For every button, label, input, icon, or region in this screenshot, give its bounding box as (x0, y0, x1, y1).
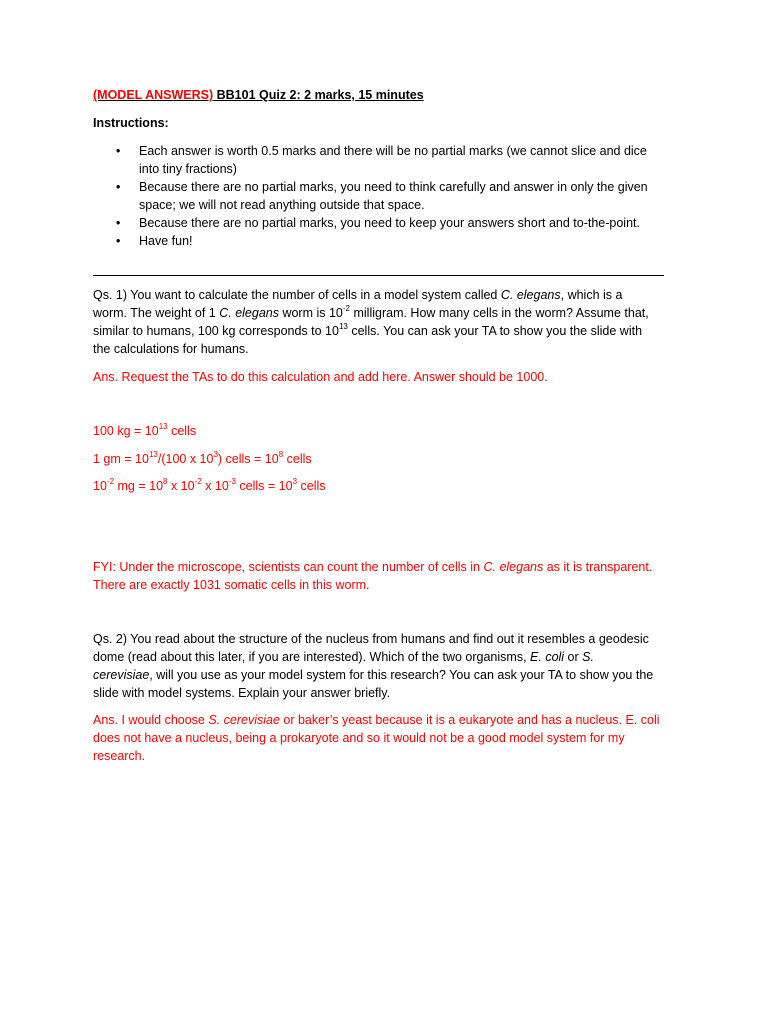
q1-fyi-line-1 (93, 558, 652, 576)
instruction-item-1-line-2: into tiny fractions) (139, 162, 237, 176)
horizontal-rule (93, 275, 664, 276)
species-name: S. (582, 650, 594, 664)
exponent: 8 (163, 476, 168, 486)
species-name: E. coli (530, 650, 565, 664)
q1-answer: Ans. Request the TAs to do this calculation and add here. Answer should be 1000. (93, 370, 548, 384)
q2-line-2 (93, 648, 594, 666)
text: cells (283, 452, 312, 466)
text: cells. You can ask your TA to show you the slide with (347, 324, 643, 338)
text: cells = 10 (235, 479, 293, 493)
quiz-title (93, 86, 424, 104)
exponent: 8 (278, 449, 284, 459)
bullet-icon: • (116, 234, 121, 248)
model-answers-label: (MODEL ANSWERS) (93, 88, 214, 102)
instruction-item-2-line-2: space; we will not read anything outside that space. (139, 198, 425, 212)
q2-answer-line-1 (93, 711, 660, 729)
text: x 10 (201, 479, 229, 493)
exponent: 13 (148, 449, 158, 459)
q1-line-1 (93, 286, 622, 304)
instruction-item-2-line-1: Because there are no partial marks, you need to think carefully and answer in only the given (139, 180, 648, 194)
bullet-icon: • (116, 144, 121, 158)
q1-calc-line-3 (93, 477, 326, 495)
species-name: cerevisiae (93, 668, 150, 682)
q2-line-3 (93, 666, 653, 684)
text: similar to humans, 100 kg corresponds to 10 (93, 324, 339, 338)
q2-answer-line-3: research. (93, 749, 146, 763)
species-name: C. elegans (500, 288, 561, 302)
q1-line-3 (93, 322, 642, 340)
exponent: -2 (194, 476, 202, 486)
instruction-item-3: Because there are no partial marks, you need to keep your answers short and to-the-point. (139, 216, 640, 230)
instructions-heading: Instructions: (93, 116, 169, 130)
exponent: 3 (292, 476, 298, 486)
q1-fyi-line-2: There are exactly 1031 somatic cells in this worm. (93, 578, 370, 592)
text: x 10 (167, 479, 195, 493)
species-name: C. elegans (483, 560, 544, 574)
exponent: 3 (213, 449, 218, 459)
text: or (564, 650, 583, 664)
q1-line-4: the calculations for humans. (93, 342, 249, 356)
q2-line-4: slide with model systems. Explain your answer briefly. (93, 686, 391, 700)
quiz-title-text: BB101 Quiz 2: 2 marks, 15 minutes (213, 88, 424, 102)
q1-calc-line-2 (93, 450, 312, 468)
exponent: -3 (228, 476, 236, 486)
text: Ans. I would choose (93, 713, 209, 727)
q2-line-1: Qs. 2) You read about the structure of the nucleus from humans and find out it resembles a geodesic (93, 632, 649, 646)
species-name: C. elegans (219, 306, 279, 320)
text: FYI: Under the microscope, scientists can count the number of cells in (93, 560, 484, 574)
text: worm is 10 (278, 306, 343, 320)
bullet-icon: • (116, 216, 121, 230)
bullet-icon: • (116, 180, 121, 194)
text: worm. The weight of 1 (93, 306, 220, 320)
exponent: 13 (338, 321, 348, 331)
q2-answer-line-2: does not have a nucleus, being a prokaryote and so it would not be a good model system for my (93, 731, 625, 745)
q1-calc-line-1 (93, 422, 196, 440)
text: 1 gm = 10 (93, 452, 149, 466)
text: cells (167, 424, 197, 438)
text: or baker’s yeast because it is a eukaryote and has a nucleus. E. coli (279, 713, 660, 727)
text: dome (read about this later, if you are interested). Which of the two organisms, (93, 650, 531, 664)
text: ) cells = 10 (217, 452, 279, 466)
text: cells (297, 479, 326, 493)
text: mg = 10 (114, 479, 164, 493)
instruction-item-1-line-1: Each answer is worth 0.5 marks and there will be no partial marks (we cannot slice and dice (139, 144, 647, 158)
exponent: -2 (342, 303, 351, 313)
text: 10 (93, 479, 107, 493)
text: , will you use as your model system for this research? You can ask your TA to show you the (149, 668, 654, 682)
text: , which is a (560, 288, 623, 302)
text: 100 kg = 10 (93, 424, 159, 438)
exponent: -2 (106, 476, 115, 486)
text: Qs. 1) You want to calculate the number of cells in a model system called (93, 288, 501, 302)
text: as it is transparent. (543, 560, 653, 574)
species-name: S. cerevisiae (208, 713, 280, 727)
q1-line-2 (93, 304, 649, 322)
text: /(100 x 10 (157, 452, 214, 466)
instruction-item-4: Have fun! (139, 234, 193, 248)
exponent: 13 (158, 421, 168, 431)
text: milligram. How many cells in the worm? Assume that, (350, 306, 649, 320)
